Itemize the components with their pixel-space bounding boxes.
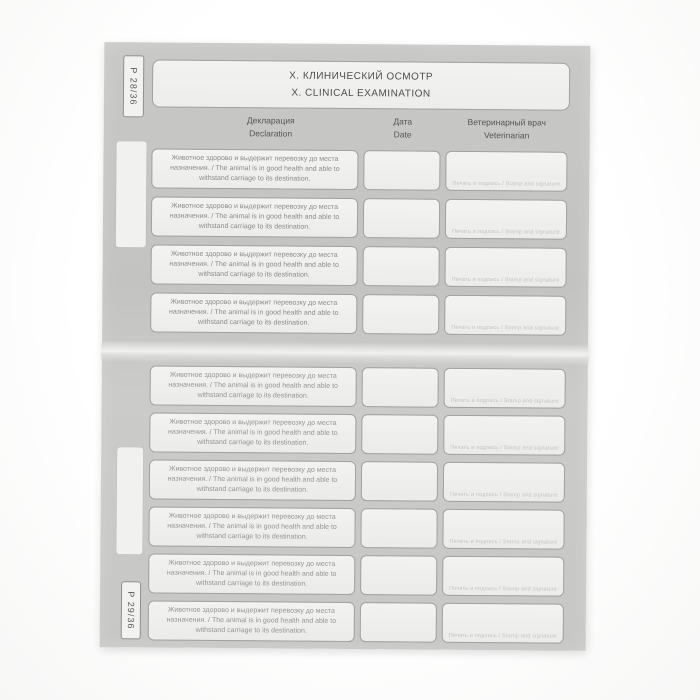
column-headers — [104, 113, 590, 145]
declaration-cell — [149, 459, 356, 501]
date-cell — [361, 461, 438, 502]
declaration-cell — [149, 412, 356, 454]
examination-rows-top-page — [102, 148, 589, 336]
date-cell — [360, 602, 437, 643]
declaration-text: Животное здорово и выдержит перевозку до места назначения. / The animal is in good health and able to withstand carriage to its destination. — [166, 606, 337, 635]
examination-row — [100, 600, 586, 644]
column-header-declaration — [201, 114, 341, 141]
stamp-signature-hint: Печать и подпись / Stamp and signature — [450, 397, 559, 405]
veterinarian-cell — [444, 247, 566, 288]
declaration-text: Животное здорово и выдержит перевозку до места назначения. / The animal is in good health and able to withstand carriage to its destination. — [168, 298, 339, 327]
declaration-cell — [150, 244, 357, 286]
passport-spread — [100, 42, 591, 651]
page-fold — [101, 340, 589, 366]
declaration-cell — [148, 553, 355, 595]
column-header-date-en: Date — [393, 129, 412, 140]
stamp-signature-hint: Печать и подпись / Stamp and signature — [450, 444, 559, 452]
date-cell — [360, 555, 437, 596]
examination-row — [101, 459, 587, 503]
veterinarian-cell — [445, 151, 567, 192]
section-title-ru: Х. КЛИНИЧЕСКИЙ ОСМОТР — [289, 70, 434, 83]
column-header-date — [366, 115, 440, 142]
declaration-cell — [148, 506, 355, 548]
page-number-top-text: Р 28/36 — [128, 67, 139, 106]
stamp-signature-hint: Печать и подпись / Stamp and signature — [449, 585, 558, 593]
date-cell — [363, 150, 440, 191]
stamp-signature-hint: Печать и подпись / Stamp and signature — [448, 632, 557, 640]
column-header-declaration-en: Declaration — [249, 128, 293, 139]
examination-row — [103, 196, 589, 240]
date-cell — [361, 414, 438, 455]
page-number-bottom-text: Р 29/36 — [125, 591, 137, 630]
stamp-signature-hint: Печать и подпись / Stamp and signature — [452, 180, 561, 188]
veterinarian-cell — [445, 199, 567, 240]
stamp-signature-hint: Печать и подпись / Stamp and signature — [449, 491, 558, 499]
veterinarian-cell — [443, 415, 565, 456]
veterinarian-cell — [444, 295, 566, 336]
examination-row — [102, 244, 588, 288]
declaration-text: Животное здорово и выдержит перевозку до места назначения. / The animal is in good health and able to withstand carriage to its destination. — [167, 465, 338, 494]
column-header-veterinarian — [435, 116, 579, 143]
column-header-veterinarian-en: Veterinarian — [483, 130, 530, 141]
examination-row — [102, 365, 588, 409]
declaration-cell — [151, 196, 358, 238]
declaration-text: Животное здорово и выдержит перевозку до места назначения. / The animal is in good health and able to withstand carriage to its destination. — [166, 559, 337, 588]
stamp-signature-hint: Печать и подпись / Stamp and signature — [451, 276, 560, 284]
date-cell — [362, 367, 439, 408]
declaration-cell — [150, 292, 357, 334]
column-header-date-ru: Дата — [393, 116, 413, 127]
date-cell — [362, 246, 439, 287]
veterinarian-cell — [444, 368, 566, 409]
veterinarian-cell — [442, 603, 564, 644]
date-cell — [363, 198, 440, 239]
declaration-text: Животное здорово и выдержит перевозку до места назначения. / The animal is in good health and able to withstand carriage to its destination. — [170, 154, 340, 183]
declaration-text: Животное здорово и выдержит перевозку до места назначения. / The animal is in good health and able to withstand carriage to its destination. — [167, 512, 337, 541]
stamp-signature-hint: Печать и подпись / Stamp and signature — [451, 228, 560, 236]
column-header-declaration-ru: Декларация — [246, 115, 295, 126]
section-title-box — [152, 59, 570, 110]
date-cell — [362, 294, 439, 335]
examination-row — [101, 412, 587, 456]
page-number-top — [123, 55, 144, 117]
examination-row — [100, 553, 586, 597]
stamp-signature-hint: Печать и подпись / Stamp and signature — [451, 324, 560, 332]
declaration-text: Животное здорово и выдержит перевозку до места назначения. / The animal is in good health and able to withstand carriage to its destination. — [168, 371, 338, 400]
examination-row — [102, 292, 588, 336]
column-header-veterinarian-ru: Ветеринарный врач — [467, 116, 546, 128]
section-title-en: X. CLINICAL EXAMINATION — [291, 87, 431, 100]
declaration-cell — [148, 600, 355, 642]
declaration-text: Животное здорово и выдержит перевозку до места назначения. / The animal is in good health and able to withstand carriage to its destination. — [169, 202, 340, 231]
declaration-text: Животное здорово и выдержит перевозку до места назначения. / The animal is in good health and able to withstand carriage to its destination. — [169, 250, 339, 279]
veterinarian-cell — [442, 509, 564, 550]
veterinarian-cell — [443, 462, 565, 503]
stamp-signature-hint: Печать и подпись / Stamp and signature — [449, 538, 558, 546]
examination-row — [100, 506, 586, 550]
veterinarian-cell — [442, 556, 564, 597]
examination-rows-bottom-page — [100, 365, 588, 644]
examination-row — [103, 148, 589, 192]
declaration-cell — [150, 365, 357, 407]
declaration-text: Животное здорово и выдержит перевозку до места назначения. / The animal is in good health and able to withstand carriage to its destination. — [168, 418, 338, 447]
date-cell — [360, 508, 437, 549]
declaration-cell — [151, 148, 358, 190]
